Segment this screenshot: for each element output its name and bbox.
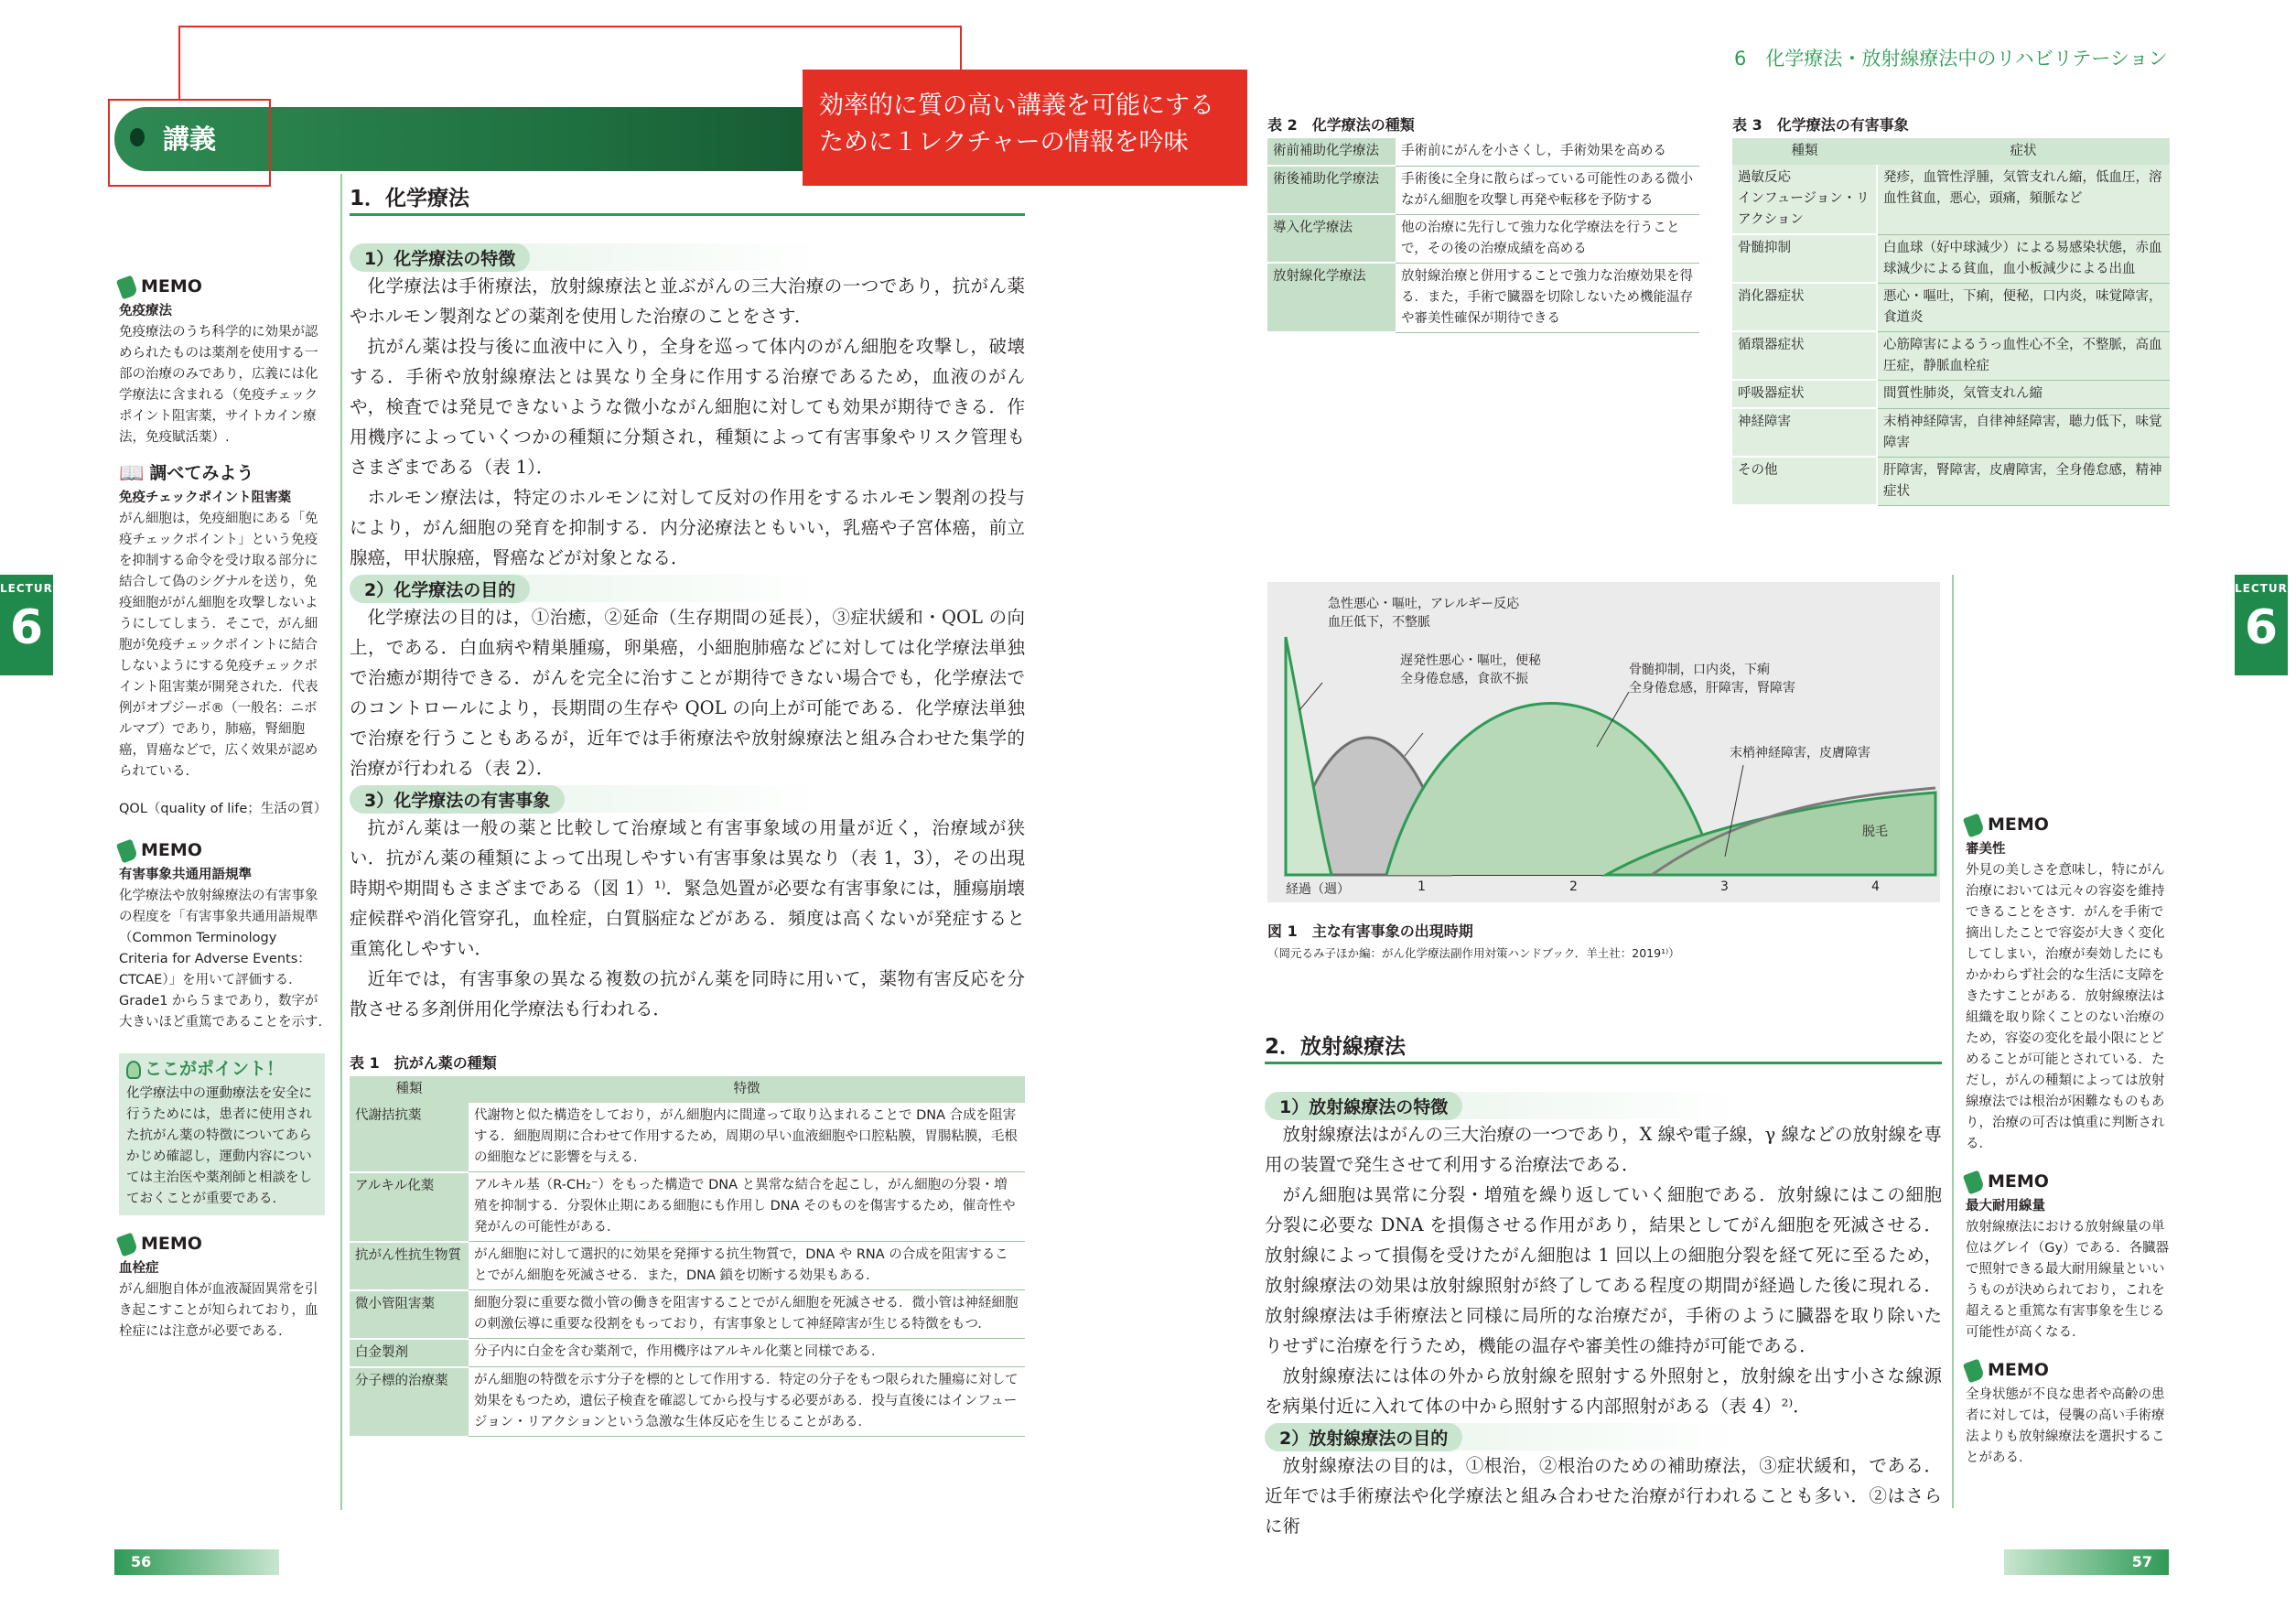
- table-1: [350, 1052, 1025, 1438]
- figure-caption-block: [1267, 920, 1940, 961]
- banner-label: 講義: [163, 124, 217, 155]
- point-box: ここがポイント！ 化学療法中の運動療法を安全に行うためには，患者に使用された抗がん薬の特徴についてあらかじめ確認し，運動内容については主治医や薬剤師と相談をしておくことが重要である.: [119, 1053, 325, 1215]
- table-row: アルキル化薬 アルキル基（R-CH₂⁻）をもった構造で DNA と異常な結合を起こし，がん細胞の分裂・増殖を抑制する．分裂休止期にある細胞にも作用し DNA そのものを傷害するため，催奇性や発がんの可能性がある．: [350, 1172, 1025, 1242]
- subsection-heading: 1）化学療法の特徴: [350, 243, 1025, 271]
- section-heading: 2．放射線療法: [1265, 1030, 1942, 1064]
- table-3: [1732, 113, 2170, 506]
- acute-curve: [1286, 637, 1331, 875]
- subsection-heading: 2）化学療法の目的: [350, 575, 1025, 602]
- lecture-number: 6: [9, 600, 44, 655]
- table-2: [1267, 113, 1699, 333]
- leader-line: [1299, 683, 1322, 710]
- memo-box: MEMO 全身状態が不良な患者や高齢の患者に対しては，侵襲の高い手術療法よりも放射線療法を選択することがある．: [1966, 1360, 2176, 1469]
- lecture-tab-left: [0, 575, 62, 675]
- x-tick-label: 4: [1871, 879, 1880, 894]
- page-number-right: 57: [2004, 1549, 2169, 1575]
- table-row: 導入化学療法 他の治療に先行して強力な化学療法を行うことで，その後の治療成績を高める: [1267, 214, 1699, 263]
- figure-label: 脱毛: [1862, 825, 1888, 839]
- paragraph: 近年では，有害事象の異なる複数の抗がん薬を同時に用いて，薬物有害反応を分散させる多剤併用化学療法も行われる．: [350, 968, 1025, 1019]
- x-tick-label: 1: [1417, 879, 1426, 894]
- table-header: 特徴: [469, 1076, 1025, 1103]
- table-caption: 表 3 化学療法の有害事象: [1732, 116, 1909, 134]
- figure-label: 遅発性悪心・嘔吐，便秘 全身倦怠感，食欲不振: [1400, 653, 1541, 686]
- table-row: 微小管阻害薬 細胞分裂に重要な微小管の働きを阻害することでがん細胞を死滅させる．微小管は神経細胞の刺激伝導に重要な役割をもっており，有害事象として神経障害が生じる特徴をもつ．: [350, 1290, 1025, 1339]
- table-row: 術後補助化学療法 手術後に全身に散らばっている可能性のある微小ながん細胞を攻撃し再発や転移を予防する: [1267, 166, 1699, 214]
- table-row: 循環器症状 心筋障害によるうっ血性心不全，不整脈，高血圧症，静脈血栓症: [1732, 331, 2170, 380]
- paragraph: 放射線療法の目的は，①根治，②根治のための補助療法，③症状緩和，である．近年では手術療法や化学療法と組み合わせた治療が行われることも多い．②はさらに術: [1265, 1455, 1942, 1537]
- table-row: 白金製剤 分子内に白金を含む薬剤で，作用機序はアルキル化薬と同様である．: [350, 1339, 1025, 1367]
- memo-box: MEMO 免疫療法 免疫療法のうち科学的に効果が認められたものは薬剤を使用する一部の治療のみであり，広義には化学療法に含まれる（免疫チェックポイント阻害薬，サイトカイン療法，免疫賦活薬）.: [119, 276, 325, 448]
- lecture-number: 6: [2244, 600, 2279, 655]
- memo-pen-icon: [1963, 1170, 1985, 1194]
- paragraph: 抗がん薬は一般の薬と比較して治療域と有害事象域の用量が近く，治療域が狭い．抗がん薬の種類によって出現しやすい有害事象は異なり（表 1，3），その出現時期や期間もさまざまである（図 1）¹⁾．緊急処置が必要な有害事象には，腫瘍崩壊症候群や消化管穿孔，血栓症，白質脳症などがある．頻度は高くないが発症すると重篤化しやすい．: [350, 817, 1025, 959]
- subsection-heading: 1）放射線療法の特徴: [1265, 1092, 1942, 1119]
- memo-box: MEMO 最大耐用線量 放射線療法における放射線量の単位はグレイ（Gy）である．各臓器で照射できる最大耐用線量といいうものが決められており，これを超えると重篤な有害事象を生じる可能性が高くなる．: [1966, 1171, 2176, 1343]
- x-tick-label: 2: [1569, 879, 1578, 894]
- annotation-line: [178, 26, 180, 101]
- memo-pen-icon: [116, 275, 138, 299]
- figure-caption: 図 1 主な有害事象の出現時期: [1267, 922, 1473, 940]
- table-row: 消化器症状 悪心・嘔吐，下痢，便秘，口内炎，味覚障害，食道炎: [1732, 283, 2170, 331]
- paragraph: 放射線療法はがんの三大治療の一つであり，X 線や電子線，γ 線などの放射線を専用の装置で発生させて利用する治療法である．: [1265, 1124, 1942, 1175]
- paragraph: ホルモン療法は，特定のホルモンに対して反対の作用をするホルモン製剤の投与により，がん細胞の発育を抑制する．内分泌療法ともいい，乳癌や子宮体癌，前立腺癌，甲状腺癌，腎癌などが対象となる．: [350, 487, 1025, 568]
- annotation-frame: [108, 99, 271, 187]
- left-sidebar: [119, 276, 328, 1343]
- table-header: 症状: [1877, 138, 2170, 165]
- table-row: 過敏反応 インフュージョン・リアクション 発疹，血管性浮腫，気管支れん縮，低血圧，溶血性貧血，悪心，頭痛，頻脈など: [1732, 165, 2170, 234]
- paragraph: がん細胞は異常に分裂・増殖を繰り返していく細胞である．放射線にはこの細胞分裂に必要な DNA を損傷させる作用があり，結果としてがん細胞を死滅させる．放射線によって損傷を受けたがん細胞は 1 回以上の細胞分裂を経て死に至るため，放射線療法の効果は放射線照射が終了してある程度の期間が経過した後に現れる．放射線療法は手術療法と同様に局所的な治療だが，手術のように臓器を取り除いたりせずに治療を行うため，機能の温存や審美性の維持が可能である．: [1265, 1184, 1942, 1356]
- leader-line: [1405, 733, 1423, 756]
- paragraph: 抗がん薬は投与後に血液中に入り，全身を巡って体内のがん細胞を攻撃し，破壊する．手術や放射線療法とは異なり全身に作用する治療であるため，血液のがんや，検査では発見できないような微小ながん細胞に対しても効果が期待できる．作用機序によっていくつかの種類に分類され，種類によって有害事象やリスク管理もさまざまである（表 1）．: [350, 336, 1025, 478]
- x-tick-label: 3: [1720, 879, 1729, 894]
- memo-pen-icon: [116, 1232, 138, 1257]
- table-caption: 表 1 抗がん薬の種類: [350, 1054, 497, 1072]
- memo-box: MEMO 有害事象共通用語規準 化学療法や放射線療法の有害事象の程度を「有害事象共通用語規準（Common Terminology Criteria for Adverse Events：CTCAE）」を用いて評価する．Grade1 から５まであり，数字が大きいほど重篤であることを示す.: [119, 840, 325, 1033]
- lecture-word: LECTURE: [2235, 582, 2296, 595]
- figure-label: 末梢神経障害，皮膚障害: [1730, 746, 1870, 760]
- table-row: その他 肝障害，腎障害，皮膚障害，全身倦怠感，精神症状: [1732, 457, 2170, 505]
- table-row: 代謝拮抗薬 代謝物と似た構造をしており，がん細胞内に間違って取り込まれることで DNA 合成を阻害する．細胞周期に合わせて作用するため，周期の早い血液細胞や口腔粘膜，胃腸粘膜，毛根の細胞などに影響を与える．: [350, 1103, 1025, 1172]
- memo-box: MEMO 血栓症 がん細胞自体が血液凝固異常を引き起こすことが知られており，血栓症には注意が必要である.: [119, 1234, 325, 1343]
- x-axis-label: 経過（週）: [1286, 882, 1350, 897]
- column-divider: [340, 174, 342, 1510]
- lightbulb-icon: [126, 1061, 141, 1079]
- paragraph: 化学療法の目的は，①治癒，②延命（生存期間の延長），③症状緩和・QOL の向上，である．白血病や精巣腫瘍，卵巣癌，小細胞肺癌などに対しては化学療法単独で治癒が期待できる．がんを完全に治すことが期待できない場合でも，化学療法でのコントロールにより，長期間の生存や QOL の向上が可能である．化学療法単独で治療を行うこともあるが，近年では手術療法や放射線療法と組み合わせた集学的治療が行われる（表 2）．: [350, 607, 1025, 779]
- table-row: 分子標的治療薬 がん細胞の特徴を示す分子を標的として作用する．特定の分子をもつ限られた腫瘍に対して効果をもつため，遺伝子検査を確認してから投与する必要がある．投与直後にはインフュージョン・リアクションという急激な生体反応を生じることがある．: [350, 1367, 1025, 1437]
- subsection-heading: 3）化学療法の有害事象: [350, 785, 1025, 813]
- table-row: 神経障害 末梢神経障害，自律神経障害，聴力低下，味覚障害: [1732, 408, 2170, 457]
- subsection-heading: 2）放射線療法の目的: [1265, 1423, 1942, 1451]
- annotation-callout: 効率的に質の高い講義を可能にするために１レクチャーの情報を吟味: [803, 70, 1247, 186]
- table-row: 放射線化学療法 放射線治療と併用することで強力な治療効果を得る．また，手術で臓器を切除しないため機能温存や審美性確保が期待できる: [1267, 263, 1699, 332]
- table-row: 呼吸器症状 間質性肺炎，気管支れん縮: [1732, 380, 2170, 408]
- figure-label: 急性悪心・嘔吐，アレルギー反応 血圧低下，不整脈: [1328, 597, 1520, 630]
- memo-pen-icon: [1963, 813, 1985, 837]
- annotation-line: [960, 26, 962, 71]
- memo-pen-icon: [1963, 1358, 1985, 1383]
- memo-pen-icon: [116, 838, 138, 863]
- column-divider: [1952, 575, 1954, 1508]
- right-sidebar: [1966, 814, 2176, 1469]
- book-icon: 📖: [119, 462, 145, 485]
- left-main-column: [350, 181, 1025, 1438]
- qol-note: QOL（quality of life；生活の質）: [119, 802, 328, 816]
- lecture-tab-right: [2235, 575, 2296, 675]
- paragraph: 放射線療法には体の外から放射線を照射する外照射と，放射線を出す小さな線源を病巣付近に入れて体の中から照射する内部照射がある（表 4）²⁾．: [1265, 1365, 1942, 1417]
- research-box: 📖 調べてみよう 免疫チェックポイント阻害薬 がん細胞は，免疫細胞にある「免疫チェックポイント」という免疫を抑制する命令を受け取る部分に結合して偽のシグナルを送り，免疫細胞ががん細胞を攻撃しないようにしてしまう．そこで，がん細胞が免疫チェックポイントに結合しないようにする免疫チェックポイント阻害薬が開発された．代表例がオプジーボ®（一般名：ニボルマブ）であり，肺癌，腎細胞癌，胃癌などで，広く效果が認められている.: [119, 462, 318, 779]
- table-row: 術前補助化学療法 手術前にがんを小さくし，手術効果を高める: [1267, 138, 1699, 166]
- annotation-line: [178, 26, 962, 27]
- right-main-column: [1265, 1030, 1942, 1541]
- table-header: 種類: [350, 1076, 469, 1103]
- figure-1: [1267, 582, 1940, 902]
- table-row: 骨髄抑制 白血球（好中球減少）による易感染状態，赤血球減少による貧血，血小板減少による出血: [1732, 234, 2170, 283]
- page-number-left: 56: [114, 1549, 279, 1575]
- figure-source: （岡元るみ子ほか編：がん化学療法副作用対策ハンドブック．羊土社：2019¹⁾）: [1267, 946, 1680, 960]
- paragraph: 化学療法は手術療法，放射線療法と並ぶがんの三大治療の一つであり，抗がん薬やホルモン製剤などの薬剤を使用した治療のことをさす．: [350, 275, 1025, 327]
- lecture-word: LECTURE: [0, 582, 62, 595]
- table-caption: 表 2 化学療法の種類: [1267, 116, 1415, 134]
- figure-label: 骨髄抑制，口内炎，下痢 全身倦怠感，肝障害，腎障害: [1629, 663, 1795, 696]
- table-header: 種類: [1732, 138, 1877, 165]
- memo-box: MEMO 審美性 外見の美しさを意味し，特にがん治療においては元々の容姿を維持できることをさす．がんを手術で摘出したことで容姿が大きく変化してしまい，治療が奏効したにもかかわらず社会的な生活に支障をきたすことがある．放射線療法は組織を取り除くことのない治療のため，容姿の変化を最小限にとどめることが可能とされている．ただし，がんの種類によっては放射線療法では根治が困難なものもあり，治療の可否は慎重に判断される．: [1966, 814, 2176, 1155]
- running-title: 6 化学療法・放射線療法中のリハビリテーション: [1734, 48, 2168, 70]
- table-row: 抗がん性抗生物質 がん細胞に対して選択的に効果を発揮する抗生物質で，DNA や RNA の合成を阻害することでがん細胞を死滅させる．また，DNA 鎖を切断する効果もある．: [350, 1242, 1025, 1290]
- section-heading: 1．化学療法: [350, 181, 1025, 216]
